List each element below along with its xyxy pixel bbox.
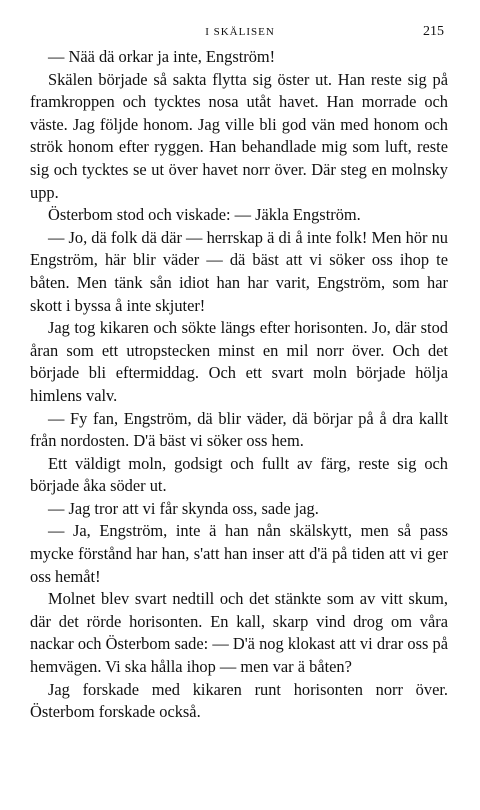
body-text [30, 46, 448, 724]
paragraph: — Nää dä orkar ja inte, Engström! [48, 47, 276, 66]
paragraph: — Fy fan, Engström, dä blir väder, dä börjar på å dra kallt från nordosten. D'ä bäst vi söker oss hem. [30, 408, 448, 451]
paragraph: Ett väldigt moln, godsigt och fullt av färg, reste sig och började åka söder ut. [30, 453, 448, 496]
paragraph: — Jag tror att vi får skynda oss, sade jag. [48, 498, 319, 518]
paragraph: Molnet blev svart nedtill och det stänkte som av vitt skum, där det rörde horisonten. En kall, skarp vind drog om våra nackar och Österbom sade: — D'ä nog klokast att vi drar oss på hemvägen. Vi ska hålla ihop — men var ä båten? [30, 589, 448, 677]
page-number: 215 [423, 24, 444, 39]
paragraph: — Ja, Engström, inte ä han nån skälskytt, men så pass mycke förstånd har han, s'att han inser att d'ä på tiden att vi ger oss hemåt! [30, 521, 448, 586]
paragraph: Jag tog kikaren och sökte längs efter horisonten. Jo, där stod åran som ett utropstecken minst en mil norr över. Och det började bli eftermiddag. Och ett svart moln började hölja himlens valv. [30, 318, 448, 405]
paragraph: — Jo, dä folk dä där — herrskap ä di å inte folk! Men hör nu Engström, här blir väder — dä bäst att vi söker oss ihop te båten. Men tänk sån idiot han har varit, Engström, som har skott i byssa å inte skjuter! [30, 227, 448, 315]
paragraph: Jag forskade med kikaren runt horisonten norr över. Österbom forskade också. [30, 679, 448, 722]
running-title: I SKÄLISEN [205, 26, 275, 38]
paragraph: Skälen började så sakta flytta sig öster ut. Han reste sig på framkroppen och tycktes nosa utåt havet. Han morrade och väste. Jag följde honom. Jag ville bli god vän med honom och strök honom efter ryggen. Han behandlade mig som luft, reste sig och tycktes se ut över havet norr över. Där steg en molnsky upp. [30, 69, 448, 202]
page-header [30, 24, 450, 44]
paragraph: Österbom stod och viskade: — Jäkla Engström. [48, 205, 361, 225]
